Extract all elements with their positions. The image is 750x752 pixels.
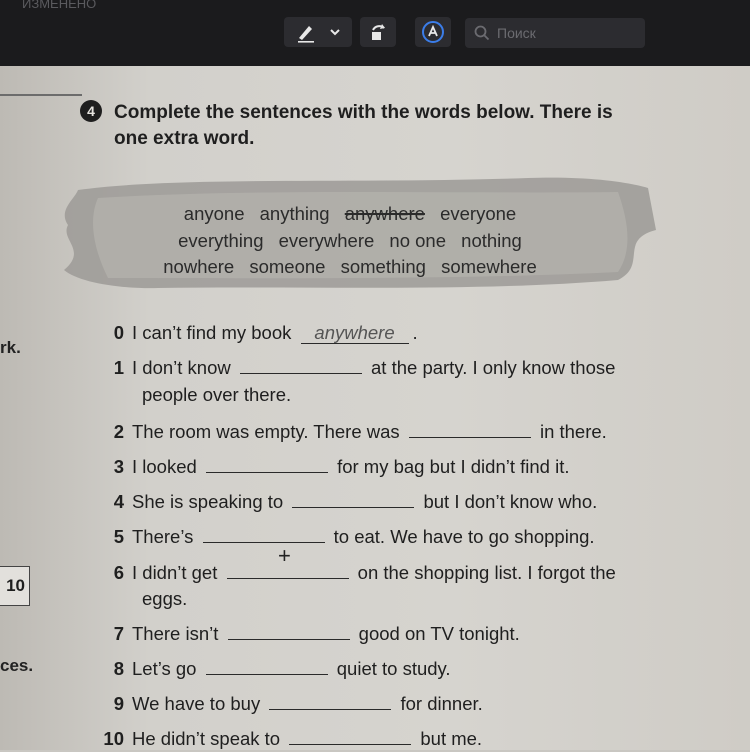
- word-option: something: [340, 256, 426, 277]
- sentence-text: for my bag but I didn’t find it.: [337, 456, 570, 477]
- word-option: no one: [389, 229, 447, 251]
- heading-line-2: one extra word.: [114, 128, 255, 149]
- word-option: everywhere: [278, 229, 375, 251]
- sentence-text: We have to buy: [132, 693, 261, 714]
- answer-blank[interactable]: [409, 421, 531, 438]
- word-row-2: [110, 228, 590, 255]
- sentence-text: on the shopping list. I forgot the: [357, 562, 616, 583]
- sentence-5: [100, 524, 595, 550]
- sentence-text: in there.: [539, 421, 607, 442]
- answer-blank[interactable]: [203, 526, 325, 543]
- answer-blank[interactable]: [269, 693, 391, 710]
- sentence-number: 2: [113, 421, 124, 442]
- word-option: everything: [178, 229, 264, 251]
- sentence-text: but I don’t know who.: [423, 491, 598, 512]
- answer-blank[interactable]: [292, 491, 414, 508]
- markup-circle-icon: [421, 20, 445, 44]
- answer-blank[interactable]: [240, 357, 362, 374]
- answer-blank[interactable]: [228, 623, 350, 640]
- word-option: someone: [249, 256, 326, 277]
- pen-icon: [294, 20, 318, 44]
- sentence-text: for dinner.: [400, 693, 483, 714]
- sentence-text: quiet to study.: [336, 658, 451, 679]
- word-option: everyone: [440, 203, 517, 224]
- exercise-heading: [114, 100, 674, 152]
- crosshair-cursor-icon: +: [278, 543, 291, 568]
- sentence-text: There isn’t: [132, 623, 219, 644]
- sentence-text: good on TV tonight.: [358, 623, 520, 644]
- sentence-number: 5: [113, 526, 124, 547]
- exercise-number-badge: 4: [80, 100, 102, 122]
- section-divider: [0, 94, 82, 96]
- sentence-text: Let’s go: [132, 658, 197, 679]
- sentence-3: [100, 454, 569, 480]
- sentence-6: [100, 560, 616, 586]
- answer-blank[interactable]: [289, 728, 411, 745]
- word-row-1: [110, 201, 590, 228]
- search-icon: [473, 24, 491, 42]
- answer-blank[interactable]: [206, 658, 328, 675]
- word-row-3: [110, 254, 590, 281]
- sentence-number: 10: [103, 728, 124, 749]
- sentence-number: 6: [113, 562, 124, 583]
- sentence-text: He didn’t speak to: [132, 728, 281, 749]
- word-option: anything: [259, 203, 330, 224]
- sentence-number: 9: [113, 693, 124, 714]
- sentence-9: [100, 691, 483, 717]
- heading-line-1: Complete the sentences with the words below. There is: [114, 102, 613, 123]
- sentence-0: [100, 320, 418, 346]
- answer-blank[interactable]: [206, 456, 328, 473]
- toolbar-status-text: ИЗМЕНЕНО: [22, 0, 97, 11]
- rotate-icon: [367, 21, 389, 43]
- word-option: somewhere: [441, 256, 537, 277]
- word-option: anyone: [183, 203, 245, 224]
- sentence-number: 8: [113, 658, 124, 679]
- textbook-page: [0, 66, 750, 750]
- sentence-text: There’s: [132, 526, 194, 547]
- sentence-7: [100, 621, 520, 647]
- word-option-crossed-out: anywhere: [344, 203, 425, 224]
- sentence-text: She is speaking to: [132, 491, 284, 512]
- sentence-4: [100, 489, 597, 515]
- sentence-number: 7: [113, 623, 124, 644]
- word-box: [110, 201, 590, 281]
- sentence-number: 4: [113, 491, 124, 512]
- sentence-number: 1: [113, 357, 124, 378]
- sentence-10: [100, 726, 482, 752]
- search-field[interactable]: [465, 18, 645, 48]
- example-answer: anywhere: [301, 323, 409, 344]
- sentence-number: 0: [113, 322, 124, 343]
- word-option: nowhere: [163, 256, 235, 277]
- pen-tool-dropdown[interactable]: [284, 17, 352, 47]
- sentence-text: The room was empty. There was: [132, 421, 400, 442]
- sentence-text: I didn’t get: [132, 562, 218, 583]
- app-toolbar: [0, 0, 750, 66]
- margin-text-fragment: rk.: [0, 338, 21, 357]
- sentence-text: to eat. We have to go shopping.: [333, 526, 595, 547]
- sentence-1-continuation: people over there.: [142, 384, 292, 405]
- markup-button[interactable]: [415, 17, 451, 47]
- sentence-6-continuation: eggs.: [142, 588, 188, 609]
- rotate-button[interactable]: [360, 17, 396, 47]
- word-option: nothing: [461, 229, 522, 251]
- sentence-text: I can’t find my book: [132, 322, 292, 343]
- sentence-text: but me.: [420, 728, 483, 749]
- margin-text-fragment: ces.: [0, 656, 34, 675]
- sentence-8: [100, 656, 451, 682]
- sentence-text: at the party. I only know those: [371, 357, 616, 378]
- sentence-number: 3: [113, 456, 124, 477]
- sentence-1: [100, 355, 615, 381]
- sentence-2: [100, 419, 607, 445]
- search-placeholder: Поиск: [497, 25, 536, 41]
- sentence-text: .: [412, 322, 418, 343]
- sentence-text: I don’t know: [132, 357, 231, 378]
- sentence-text: I looked: [132, 456, 197, 477]
- chevron-down-icon: [328, 25, 342, 39]
- score-box: 10: [0, 566, 30, 606]
